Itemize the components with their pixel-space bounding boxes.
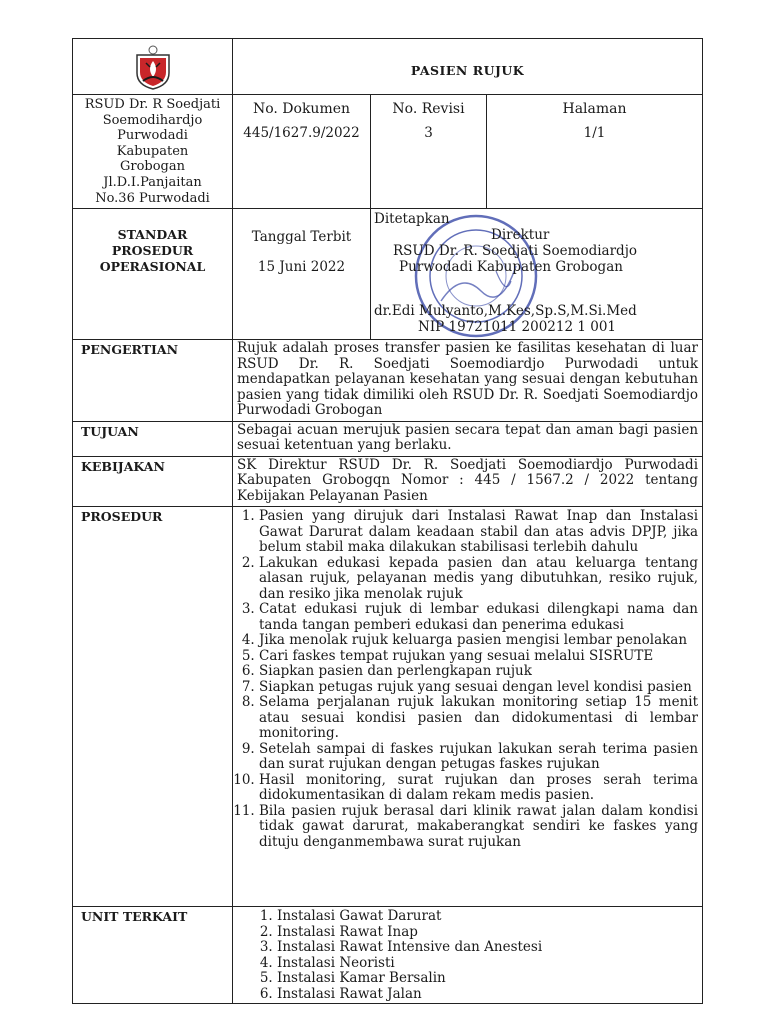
revision-label: No. Revisi xyxy=(392,101,465,117)
prosedur-step: 6. Siapkan pasien dan perlengkapan rujuk xyxy=(259,664,698,680)
sop-table xyxy=(72,38,703,1004)
unit-item: 3. Instalasi Rawat Intensive dan Anestesi xyxy=(277,940,702,956)
hospital-line: Grobogan xyxy=(119,159,186,175)
hospital-line: Soemodihardjo xyxy=(102,112,203,128)
hospital-line: Kabupaten xyxy=(116,143,189,159)
unit-cell xyxy=(233,907,703,1004)
page-label: Halaman xyxy=(562,101,627,117)
hospital-line: RSUD Dr. R Soedjati xyxy=(84,97,221,112)
approval-org-line2: Purwodadi Kabupaten Grobogan xyxy=(399,259,623,276)
page-value: 1/1 xyxy=(583,125,606,141)
prosedur-step: 7. Siapkan petugas rujuk yang sesuai dengan level kondisi pasien xyxy=(259,680,698,696)
sop-heading-line: STANDAR xyxy=(117,227,188,243)
signatory-nip: NIP 19721011 200212 1 001 xyxy=(418,319,616,336)
prosedur-step: 10. Hasil monitoring, surat rujukan dan proses serah terima didokumentasikan di dalam rekam medis pasien. xyxy=(259,773,698,804)
prosedur-cell xyxy=(233,507,703,907)
document-title: PASIEN RUJUK xyxy=(233,39,703,95)
sop-heading-line: OPERASIONAL xyxy=(99,259,206,275)
pengertian-label: PENGERTIAN xyxy=(73,340,233,422)
hospital-line: Jl.D.I.Panjaitan xyxy=(103,174,202,190)
unit-item: 2. Instalasi Rawat Inap xyxy=(277,925,702,941)
signatory-name: dr.Edi Mulyanto,M.Kes,Sp.S,M.Si.Med xyxy=(374,303,637,320)
sop-heading-line: PROSEDUR xyxy=(111,243,194,259)
unit-item: 4. Instalasi Neoristi xyxy=(277,956,702,972)
prosedur-step: 2. Lakukan edukasi kepada pasien dan atau keluarga tentang alasan rujuk, pelayanan medis yang dibutuhkan, resiko rujuk, dan resiko jika menolak rujuk xyxy=(259,556,698,603)
issue-date-label: Tanggal Terbit xyxy=(251,229,352,246)
logo-cell xyxy=(73,39,233,95)
issue-date-cell xyxy=(233,209,371,340)
hospital-logo-icon xyxy=(131,43,175,91)
unit-label: UNIT TERKAIT xyxy=(73,907,233,1004)
hospital-line: Purwodadi xyxy=(117,128,188,144)
prosedur-step: 5. Cari faskes tempat rujukan yang sesuai melalui SISRUTE xyxy=(259,649,698,665)
approval-ditetapkan: Ditetapkan xyxy=(374,211,450,228)
unit-list xyxy=(233,909,702,1002)
approval-org-line1: RSUD Dr. R. Soedjati Soemodiardjo xyxy=(393,243,638,260)
unit-item: 6. Instalasi Rawat Jalan xyxy=(277,987,702,1003)
unit-item: 1. Instalasi Gawat Darurat xyxy=(277,909,702,925)
tujuan-label: TUJUAN xyxy=(73,421,233,456)
sop-heading xyxy=(73,209,233,340)
prosedur-step: 11. Bila pasien rujuk berasal dari klinik rawat jalan dalam kondisi tidak gawat darurat, makaberangkat sendiri ke faskes yang dituju denganmembawa surat rujukan xyxy=(259,804,698,851)
prosedur-label: PROSEDUR xyxy=(73,507,233,907)
tujuan-text: Sebagai acuan merujuk pasien secara tepat dan aman bagi pasien sesuai ketentuan yang berlaku. xyxy=(233,421,703,456)
prosedur-list xyxy=(233,509,702,850)
prosedur-step: 8. Selama perjalanan rujuk lakukan monitoring setiap 15 menit atau sesuai kondisi pasien dan didokumentasi di lembar monitoring. xyxy=(259,695,698,742)
pengertian-text: Rujuk adalah proses transfer pasien ke fasilitas kesehatan di luar RSUD Dr. R. Soedjati Soemodiardjo Purwodadi untuk mendapatkan pelayanan kesehatan yang sesuai dengan kebutuhan pasien yang tidak dimiliki oleh RSUD Dr. R. Soedjati Soemodiardjo Purwodadi Grobogan xyxy=(233,340,703,422)
prosedur-step: 4. Jika menolak rujuk keluarga pasien mengisi lembar penolakan xyxy=(259,633,698,649)
unit-item: 5. Instalasi Kamar Bersalin xyxy=(277,971,702,987)
kebijakan-text: SK Direktur RSUD Dr. R. Soedjati Soemodiardjo Purwodadi Kabupaten Grobogqn Nomor : 445 / 1567.2 / 2022 tentang Kebijakan Pelayanan Pasien xyxy=(233,456,703,507)
prosedur-step: 1. Pasien yang dirujuk dari Instalasi Rawat Inap dan Instalasi Gawat Darurat dalam keadaan stabil dan atas advis DPJP, jika belum stabil maka dilakukan stabilisasi terlebih dahulu xyxy=(259,509,698,556)
issue-date-value: 15 Juni 2022 xyxy=(257,259,346,276)
revision-cell xyxy=(371,95,487,209)
approval-position: Direktur xyxy=(491,227,550,244)
page-cell xyxy=(487,95,703,209)
prosedur-step: 3. Catat edukasi rujuk di lembar edukasi dilengkapi nama dan tanda tangan pemberi edukasi dan penerima edukasi xyxy=(259,602,698,633)
doc-number-value: 445/1627.9/2022 xyxy=(243,125,360,141)
hospital-line: No.36 Purwodadi xyxy=(95,190,210,206)
prosedur-step: 9. Setelah sampai di faskes rujukan lakukan serah terima pasien dan surat rujukan dengan petugas faskes rujukan xyxy=(259,742,698,773)
doc-number-cell xyxy=(233,95,371,209)
kebijakan-label: KEBIJAKAN xyxy=(73,456,233,507)
doc-number-label: No. Dokumen xyxy=(252,101,351,117)
approval-cell xyxy=(371,209,703,340)
revision-value: 3 xyxy=(424,125,433,141)
hospital-name xyxy=(73,95,233,209)
